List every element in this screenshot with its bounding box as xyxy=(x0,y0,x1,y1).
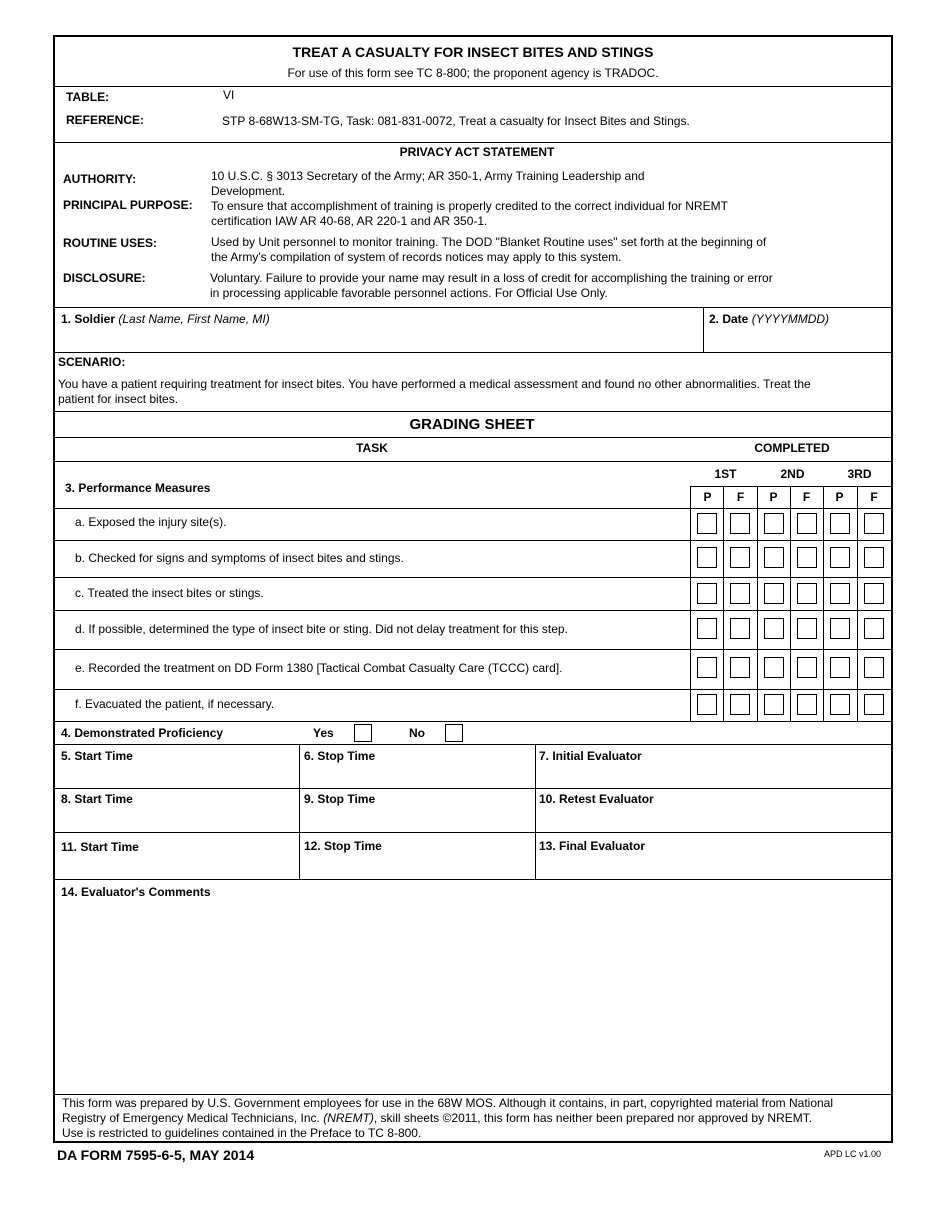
divider xyxy=(535,744,536,879)
pf-header-f3: F xyxy=(870,490,878,504)
divider xyxy=(703,307,704,352)
pf-header-f2: F xyxy=(802,490,811,504)
checkbox-c-2nd-pass[interactable] xyxy=(764,583,784,604)
divider xyxy=(53,577,893,578)
measure-f: f. Evacuated the patient, if necessary. xyxy=(75,697,275,711)
footer-note-1: This form was prepared by U.S. Government employees for use in the 68W MOS. Although it contains, in part, copyrighted material from National xyxy=(62,1096,834,1110)
divider xyxy=(53,1094,893,1095)
pf-header-p3: P xyxy=(835,490,844,504)
checkbox-c-3rd-pass[interactable] xyxy=(830,583,850,604)
pf-header-f1: F xyxy=(736,490,745,504)
divider xyxy=(53,352,893,353)
privacy-heading: PRIVACY ACT STATEMENT xyxy=(399,145,555,159)
routine-label: ROUTINE USES: xyxy=(63,236,158,250)
divider xyxy=(723,486,724,721)
divider xyxy=(757,486,758,721)
scenario-label: SCENARIO: xyxy=(58,355,126,369)
proficiency-no-label: No xyxy=(409,726,425,740)
evaluator-comments-area[interactable] xyxy=(56,902,890,1092)
divider xyxy=(857,486,858,721)
form-version: APD LC v1.00 xyxy=(824,1149,882,1159)
checkbox-a-3rd-fail[interactable] xyxy=(864,513,884,534)
start-time-1-field[interactable]: 5. Start Time xyxy=(61,749,133,763)
completed-header: COMPLETED xyxy=(754,441,830,455)
checkbox-b-3rd-pass[interactable] xyxy=(830,547,850,568)
proficiency-yes-label: Yes xyxy=(313,726,334,740)
divider xyxy=(53,610,893,611)
stop-time-1-field[interactable]: 6. Stop Time xyxy=(304,749,376,763)
checkbox-c-1st-pass[interactable] xyxy=(697,583,717,604)
checkbox-d-3rd-fail[interactable] xyxy=(864,618,884,639)
checkbox-e-2nd-pass[interactable] xyxy=(764,657,784,678)
checkbox-e-1st-pass[interactable] xyxy=(697,657,717,678)
checkbox-f-1st-pass[interactable] xyxy=(697,694,717,715)
stop-time-3-field[interactable]: 12. Stop Time xyxy=(304,839,382,853)
reference-label: REFERENCE: xyxy=(66,113,145,127)
divider xyxy=(53,142,893,143)
checkbox-e-3rd-pass[interactable] xyxy=(830,657,850,678)
reference-value: STP 8-68W13-SM-TG, Task: 081-831-0072, Treat a casualty for Insect Bites and Stings. xyxy=(222,114,690,128)
scenario-text-1: You have a patient requiring treatment for insect bites. You have performed a medical assessment and found no other abnormalities. Treat the xyxy=(58,377,811,391)
divider xyxy=(790,486,791,721)
soldier-hint: (Last Name, First Name, MI) xyxy=(118,312,270,326)
footer-note-2c: , skill sheets ©2011, this form has neither been prepared nor approved by NREMT. xyxy=(373,1111,813,1125)
checkbox-b-2nd-fail[interactable] xyxy=(797,547,817,568)
soldier-field[interactable] xyxy=(61,312,270,327)
checkbox-a-2nd-pass[interactable] xyxy=(764,513,784,534)
evaluator-comments-label: 14. Evaluator's Comments xyxy=(61,885,211,899)
start-time-2-field[interactable]: 8. Start Time xyxy=(61,792,133,806)
divider xyxy=(53,437,893,438)
table-label: TABLE: xyxy=(66,90,110,104)
pf-header-p1: P xyxy=(703,490,712,504)
form-title: TREAT A CASUALTY FOR INSECT BITES AND STINGS xyxy=(292,44,654,60)
footer-note-3: Use is restricted to guidelines contained in the Preface to TC 8-800. xyxy=(62,1126,422,1140)
date-field[interactable] xyxy=(709,312,829,327)
divider xyxy=(691,486,893,487)
proficiency-no-checkbox[interactable] xyxy=(445,724,463,742)
footer-note-2a: Registry of Emergency Medical Technicians, Inc. xyxy=(62,1111,324,1125)
checkbox-f-2nd-fail[interactable] xyxy=(797,694,817,715)
divider xyxy=(53,540,893,541)
checkbox-d-1st-pass[interactable] xyxy=(697,618,717,639)
proficiency-label: 4. Demonstrated Proficiency xyxy=(61,726,224,740)
stop-time-2-field[interactable]: 9. Stop Time xyxy=(304,792,376,806)
grading-title: GRADING SHEET xyxy=(409,416,535,433)
divider xyxy=(53,508,893,509)
checkbox-c-3rd-fail[interactable] xyxy=(864,583,884,604)
attempt-3-header: 3RD xyxy=(847,467,872,481)
checkbox-d-3rd-pass[interactable] xyxy=(830,618,850,639)
authority-text-2: Development. xyxy=(211,184,286,198)
date-hint: (YYYYMMDD) xyxy=(751,312,830,326)
table-value: VI xyxy=(223,88,235,102)
divider xyxy=(299,744,300,879)
divider xyxy=(823,486,824,721)
checkbox-f-1st-fail[interactable] xyxy=(730,694,750,715)
authority-text-1: 10 U.S.C. § 3013 Secretary of the Army; AR 350-1, Army Training Leadership and xyxy=(211,169,645,183)
pf-header-p2: P xyxy=(769,490,778,504)
checkbox-f-3rd-pass[interactable] xyxy=(830,694,850,715)
checkbox-f-2nd-pass[interactable] xyxy=(764,694,784,715)
checkbox-d-2nd-pass[interactable] xyxy=(764,618,784,639)
routine-text-1: Used by Unit personnel to monitor training. The DOD "Blanket Routine uses" set forth at the beginning of xyxy=(211,235,767,249)
checkbox-c-2nd-fail[interactable] xyxy=(797,583,817,604)
divider xyxy=(53,86,893,87)
purpose-label: PRINCIPAL PURPOSE: xyxy=(63,198,193,212)
checkbox-d-2nd-fail[interactable] xyxy=(797,618,817,639)
soldier-label: 1. Soldier xyxy=(61,312,116,326)
checkbox-a-2nd-fail[interactable] xyxy=(797,513,817,534)
form-subtitle: For use of this form see TC 8-800; the proponent agency is TRADOC. xyxy=(287,66,659,80)
start-time-3-field[interactable]: 11. Start Time xyxy=(61,840,139,854)
divider xyxy=(53,721,893,722)
checkbox-a-1st-pass[interactable] xyxy=(697,513,717,534)
attempt-2-header: 2ND xyxy=(780,467,805,481)
checkbox-c-1st-fail[interactable] xyxy=(730,583,750,604)
measure-c: c. Treated the insect bites or stings. xyxy=(75,586,264,600)
performance-measures-label: 3. Performance Measures xyxy=(65,481,211,495)
disclosure-text-2: in processing applicable favorable personnel actions. For Official Use Only. xyxy=(210,286,608,300)
attempt-1-header: 1ST xyxy=(714,467,737,481)
task-header: TASK xyxy=(356,441,388,455)
measure-d: d. If possible, determined the type of insect bite or sting. Did not delay treatment for this step. xyxy=(75,622,568,636)
checkbox-f-3rd-fail[interactable] xyxy=(864,694,884,715)
checkbox-a-1st-fail[interactable] xyxy=(730,513,750,534)
measure-e: e. Recorded the treatment on DD Form 1380 [Tactical Combat Casualty Care (TCCC) card]. xyxy=(75,661,563,675)
divider xyxy=(690,486,691,721)
checkbox-e-1st-fail[interactable] xyxy=(730,657,750,678)
checkbox-b-1st-fail[interactable] xyxy=(730,547,750,568)
divider xyxy=(53,879,893,880)
divider xyxy=(53,744,893,745)
date-label: 2. Date xyxy=(709,312,749,326)
divider xyxy=(53,307,893,308)
footer-note-2b: (NREMT) xyxy=(323,1111,374,1125)
purpose-text-2: certification IAW AR 40-68, AR 220-1 and AR 350-1. xyxy=(211,214,488,228)
checkbox-d-1st-fail[interactable] xyxy=(730,618,750,639)
retest-evaluator-field[interactable]: 10. Retest Evaluator xyxy=(539,792,654,806)
checkbox-b-2nd-pass[interactable] xyxy=(764,547,784,568)
scenario-text-2: patient for insect bites. xyxy=(58,392,179,406)
measure-b: b. Checked for signs and symptoms of insect bites and stings. xyxy=(75,551,404,565)
purpose-text-1: To ensure that accomplishment of training is properly credited to the correct individual for NREMT xyxy=(211,199,728,213)
checkbox-e-3rd-fail[interactable] xyxy=(864,657,884,678)
measure-a: a. Exposed the injury site(s). xyxy=(75,515,227,529)
routine-text-2: the Army's compilation of system of records notices may apply to this system. xyxy=(211,250,622,264)
divider xyxy=(53,411,893,412)
checkbox-b-1st-pass[interactable] xyxy=(697,547,717,568)
checkbox-a-3rd-pass[interactable] xyxy=(830,513,850,534)
checkbox-b-3rd-fail[interactable] xyxy=(864,547,884,568)
footer-note-2 xyxy=(62,1111,812,1126)
final-evaluator-field[interactable]: 13. Final Evaluator xyxy=(539,839,646,853)
initial-evaluator-field[interactable]: 7. Initial Evaluator xyxy=(539,749,642,763)
checkbox-e-2nd-fail[interactable] xyxy=(797,657,817,678)
authority-label: AUTHORITY: xyxy=(63,172,137,186)
divider xyxy=(53,788,893,789)
divider xyxy=(53,689,893,690)
divider xyxy=(53,461,893,462)
proficiency-yes-checkbox[interactable] xyxy=(354,724,372,742)
divider xyxy=(53,649,893,650)
divider xyxy=(53,832,893,833)
disclosure-text-1: Voluntary. Failure to provide your name may result in a loss of credit for accomplishing the training or error xyxy=(210,271,773,285)
disclosure-label: DISCLOSURE: xyxy=(63,271,146,285)
form-id: DA FORM 7595-6-5, MAY 2014 xyxy=(57,1147,255,1163)
